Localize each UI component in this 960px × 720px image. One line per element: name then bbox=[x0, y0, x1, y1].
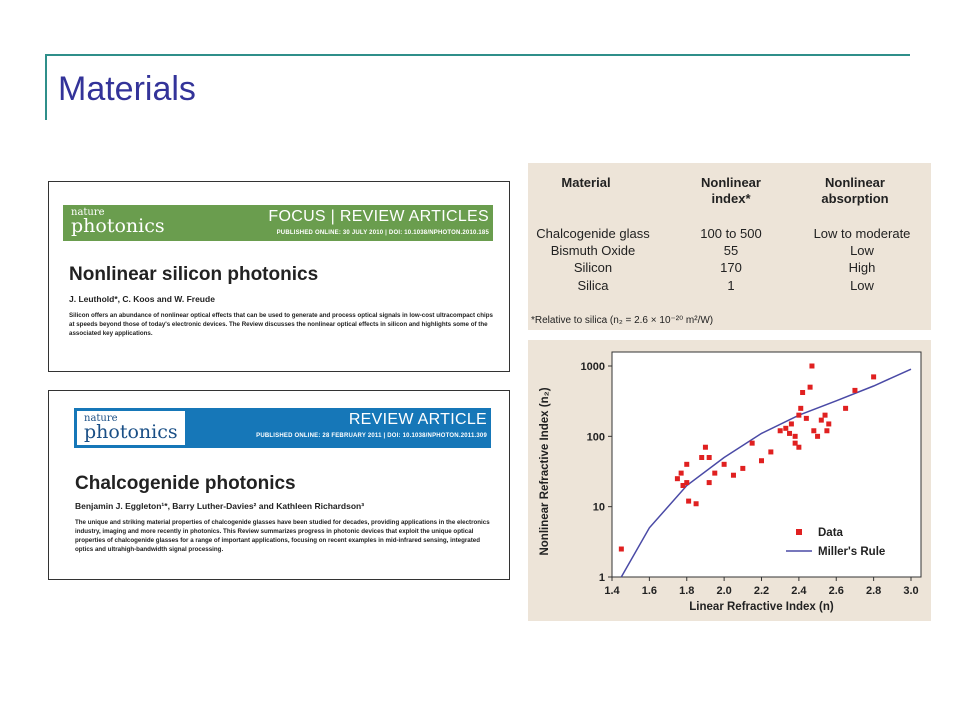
data-point bbox=[852, 388, 857, 393]
data-point bbox=[694, 501, 699, 506]
table-cell: 170 bbox=[720, 260, 742, 275]
title-rule-vertical bbox=[45, 54, 47, 120]
article-silicon-photonics bbox=[48, 181, 510, 372]
publication-info: PUBLISHED ONLINE: 28 FEBRUARY 2011 | DOI: 10.1038/NPHOTON.2011.309 bbox=[256, 433, 487, 439]
article-kicker: FOCUS | REVIEW ARTICLES bbox=[268, 208, 489, 225]
data-point bbox=[740, 466, 745, 471]
data-point bbox=[679, 471, 684, 476]
legend-data-marker bbox=[796, 529, 802, 535]
data-point bbox=[808, 385, 813, 390]
journal-banner bbox=[63, 205, 493, 241]
table-cell: Silica bbox=[577, 278, 609, 293]
journal-logo: nature photonics bbox=[77, 411, 185, 445]
legend-data-label: Data bbox=[818, 527, 843, 539]
data-point bbox=[722, 462, 727, 467]
chart-svg bbox=[528, 340, 931, 621]
data-point bbox=[804, 416, 809, 421]
article-authors: J. Leuthold*, C. Koos and W. Freude bbox=[69, 294, 215, 304]
data-point bbox=[819, 418, 824, 423]
legend-millers-rule-label: Miller's Rule bbox=[818, 546, 886, 558]
data-point bbox=[768, 449, 773, 454]
article-title: Nonlinear silicon photonics bbox=[69, 264, 319, 285]
data-point bbox=[871, 374, 876, 379]
y-tick-label: 10 bbox=[592, 501, 605, 514]
data-point bbox=[675, 476, 680, 481]
x-tick-label: 1.8 bbox=[679, 585, 695, 597]
data-point bbox=[811, 428, 816, 433]
x-tick-label: 2.0 bbox=[716, 585, 732, 597]
data-point bbox=[787, 431, 792, 436]
x-axis-label: Linear Refractive Index (n) bbox=[689, 601, 834, 613]
header-material: Material bbox=[561, 175, 611, 190]
title-rule-horizontal bbox=[46, 54, 910, 56]
data-point bbox=[796, 445, 801, 450]
data-point bbox=[778, 428, 783, 433]
data-point bbox=[843, 406, 848, 411]
data-point bbox=[783, 426, 788, 431]
x-tick-label: 2.2 bbox=[753, 585, 770, 597]
article-abstract: The unique and striking material properties of chalcogenide glasses have been studied for decades, providing applications in the electronics industry, imaging and more recently in photonics. This Review summarizes progress in photonic devices that exploit the unique optical properties of chalcogenide glasses for a range of important applications, focusing on recent examples in mid-infrared sensing, integrated optics and ultrahigh-bandwidth signal processing. bbox=[75, 519, 490, 553]
data-point bbox=[619, 547, 624, 552]
article-authors: Benjamin J. Eggleton¹*, Barry Luther-Davies² and Kathleen Richardson³ bbox=[75, 501, 365, 511]
y-tick-label: 1 bbox=[598, 572, 605, 584]
data-point bbox=[798, 406, 803, 411]
table-cell: Low bbox=[850, 278, 874, 293]
article-abstract: Silicon offers an abundance of nonlinear optical effects that can be used to generate and process optical signals in low-cost ultracompact chips at speeds beyond those of today's electronic devices. The Review discusses the nonlinear optical effects in silicon and highlights some of the associated key applications. bbox=[69, 312, 493, 337]
table-footnote: *Relative to silica (n₂ = 2.6 × 10⁻²⁰ m²/W) bbox=[531, 315, 714, 326]
journal-banner bbox=[74, 408, 491, 448]
y-axis-label: Nonlinear Refractive Index (n₂) bbox=[539, 387, 551, 556]
slide-title: Materials bbox=[58, 70, 196, 108]
data-point bbox=[731, 473, 736, 478]
data-point bbox=[800, 390, 805, 395]
data-point bbox=[686, 499, 691, 504]
data-point bbox=[826, 421, 831, 426]
data-point bbox=[823, 413, 828, 418]
x-tick-label: 1.4 bbox=[604, 585, 620, 597]
refractive-index-chart bbox=[528, 340, 931, 621]
x-tick-label: 2.4 bbox=[791, 585, 807, 597]
data-point bbox=[796, 413, 801, 418]
table-cell: Low bbox=[850, 243, 874, 258]
x-tick-label: 2.8 bbox=[865, 585, 882, 597]
header-nonlinear-index: Nonlinear index* bbox=[701, 175, 761, 207]
material-table bbox=[528, 163, 931, 330]
table-cell: 55 bbox=[723, 243, 739, 258]
article-title: Chalcogenide photonics bbox=[75, 473, 296, 494]
x-tick-label: 1.6 bbox=[641, 585, 658, 597]
data-point bbox=[699, 455, 704, 460]
data-point bbox=[707, 455, 712, 460]
data-point bbox=[712, 471, 717, 476]
y-tick-label: 100 bbox=[586, 431, 605, 444]
data-point bbox=[793, 434, 798, 439]
table-cell: Low to moderate bbox=[813, 226, 911, 241]
publication-info: PUBLISHED ONLINE: 30 JULY 2010 | DOI: 10.1038/NPHOTON.2010.185 bbox=[276, 230, 489, 236]
data-point bbox=[809, 364, 814, 369]
table-cell: 100 to 500 bbox=[700, 226, 762, 241]
data-point bbox=[707, 480, 712, 485]
y-tick-label: 1000 bbox=[580, 361, 605, 373]
table-cell: Chalcogenide glass bbox=[536, 226, 650, 241]
x-tick-label: 2.6 bbox=[828, 585, 844, 597]
data-point bbox=[750, 441, 755, 446]
table-cell: Silicon bbox=[573, 260, 613, 275]
table-cell: High bbox=[848, 260, 876, 275]
data-point bbox=[684, 462, 689, 467]
data-point bbox=[684, 480, 689, 485]
header-nonlinear-absorption: Nonlinear absorption bbox=[821, 175, 889, 207]
journal-logo: nature photonics bbox=[71, 207, 165, 237]
data-point bbox=[789, 421, 794, 426]
x-tick-label: 3.0 bbox=[903, 585, 919, 597]
table-cell: Bismuth Oxide bbox=[550, 243, 636, 258]
data-point bbox=[703, 445, 708, 450]
table-cell: 1 bbox=[727, 278, 735, 293]
article-kicker: REVIEW ARTICLE bbox=[348, 411, 487, 428]
article-chalcogenide-photonics bbox=[48, 390, 510, 580]
data-point bbox=[815, 434, 820, 439]
data-point bbox=[759, 458, 764, 463]
data-point bbox=[824, 428, 829, 433]
